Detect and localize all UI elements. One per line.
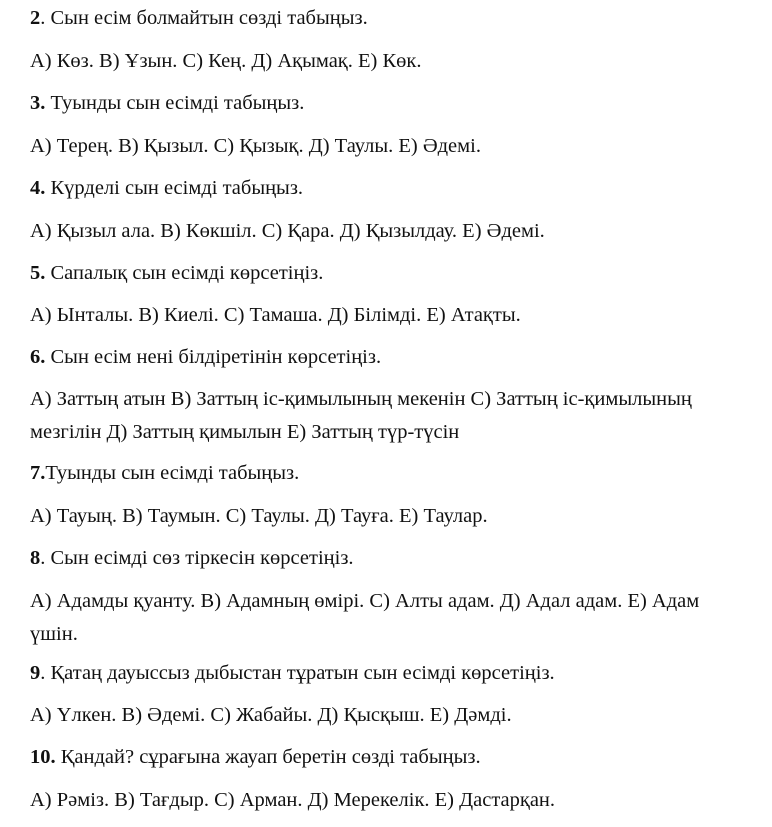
question-text: Күрделі сын есімді табыңыз. [50, 177, 304, 199]
question-separator: . [40, 7, 51, 29]
question-text: Сын есімді сөз тіркесін көрсетіңіз. [50, 547, 354, 569]
question-text: Қатаң дауыссыз дыбыстан тұратын сын есімді көрсетіңіз. [50, 662, 555, 684]
answers-8: А) Адамды қуанту. В) Адамның өмірі. С) Алты адам. Д) Адал адам. Е) Адам үшін. [30, 590, 700, 645]
answers-10: А) Рәміз. В) Тағдыр. С) Арман. Д) Мерекелік. Е) Дастарқан. [30, 789, 556, 811]
question-separator: . [40, 547, 51, 569]
question-number: 3. [30, 92, 46, 114]
question-text: Туынды сын есімді табыңыз. [45, 462, 300, 484]
question-text: Сын есім нені білдіретінін көрсетіңіз. [50, 346, 382, 368]
question-number: 6. [30, 346, 46, 368]
question-separator: . [40, 662, 51, 684]
question-number: 4. [30, 177, 46, 199]
question-2 [30, 6, 368, 30]
question-number: 7. [30, 462, 46, 484]
question-number: 2 [30, 7, 41, 29]
question-text: Қандай? сұрағына жауап беретін сөзді табыңыз. [60, 746, 481, 768]
question-4 [30, 176, 303, 200]
question-number: 9 [30, 662, 41, 684]
question-number: 5. [30, 262, 46, 284]
question-5 [30, 261, 323, 285]
question-number: 8 [30, 547, 41, 569]
answers-4: А) Қызыл ала. В) Көкшіл. С) Қара. Д) Қызылдау. Е) Әдемі. [30, 220, 545, 242]
question-text: Туынды сын есімді табыңыз. [50, 92, 305, 114]
answers-9: А) Үлкен. В) Әдемі. С) Жабайы. Д) Қысқыш. Е) Дәмді. [30, 704, 512, 726]
question-10 [30, 745, 481, 769]
answers-2: А) Көз. В) Ұзын. С) Кең. Д) Ақымақ. Е) Көк. [30, 50, 422, 72]
answers-6: А) Заттың атын В) Заттың іс-қимылының мекенін С) Заттың іс-қимылының мезгілін Д) Заттың қимылын Е) Заттың түр-түсін [30, 388, 692, 443]
question-9 [30, 661, 555, 685]
answers-3: А) Терең. В) Қызыл. С) Қызық. Д) Таулы. Е) Әдемі. [30, 135, 481, 157]
question-3 [30, 91, 304, 115]
question-text: Сапалық сын есімді көрсетіңіз. [50, 262, 324, 284]
question-number: 10. [30, 746, 56, 768]
question-text: Сын есім болмайтын сөзді табыңыз. [50, 7, 368, 29]
answers-5: А) Ынталы. В) Киелі. С) Тамаша. Д) Білімді. Е) Атақты. [30, 304, 521, 326]
question-7 [30, 461, 299, 485]
question-8 [30, 546, 354, 570]
answers-7: А) Тауың. В) Таумын. С) Таулы. Д) Тауға. Е) Таулар. [30, 505, 488, 527]
question-6 [30, 345, 381, 369]
